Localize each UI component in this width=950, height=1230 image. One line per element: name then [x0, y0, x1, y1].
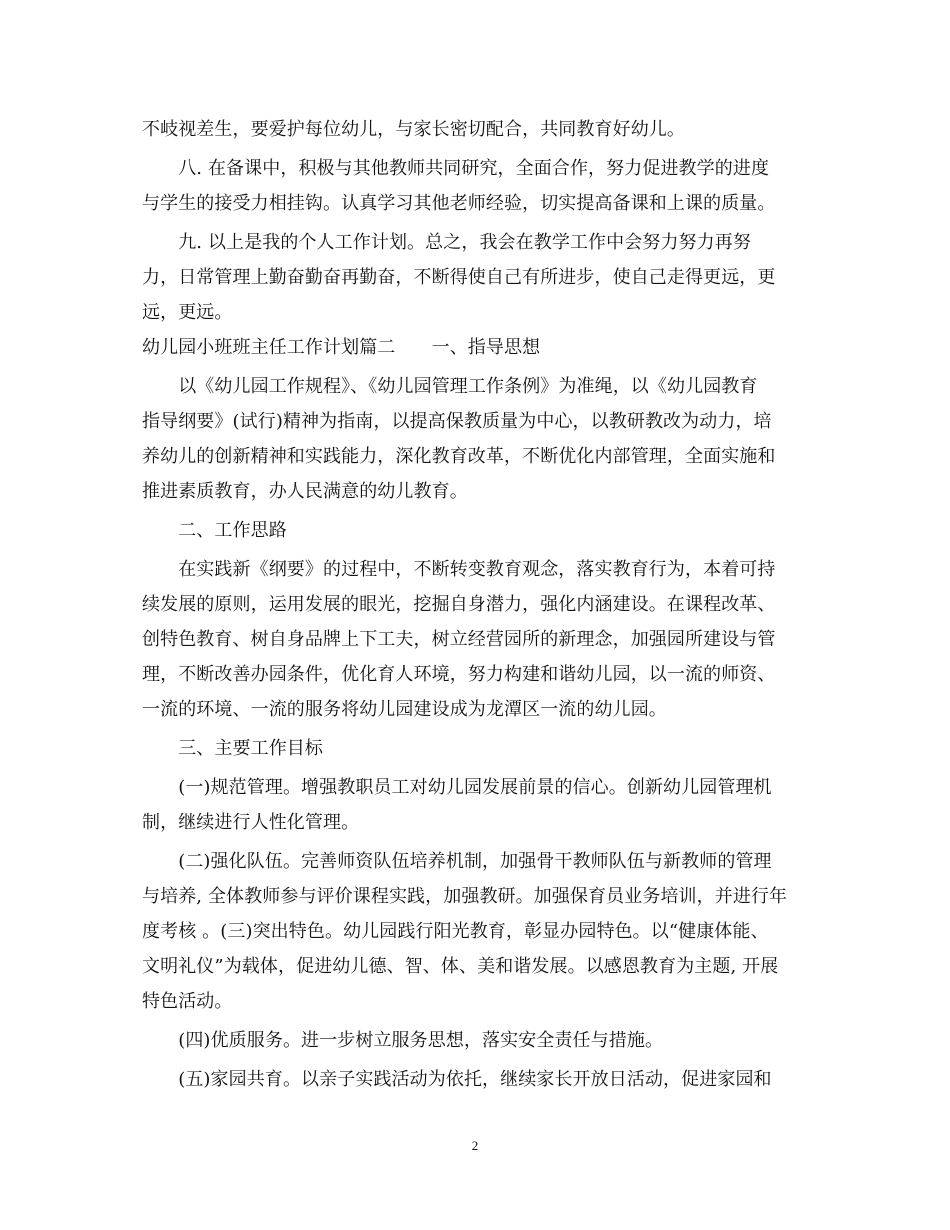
text-line: 文明礼仪”为载体，促进幼儿德、智、体、美和谐发展。以感恩教育为主题, 开展	[142, 956, 779, 977]
text-line: 度考核 。(三)突出特色。幼儿园践行阳光教育，彰显办园特色。以“健康体能、	[142, 921, 769, 942]
text-line: 在实践新《纲要》的过程中，不断转变教育观念，落实教育行为，本着可持	[142, 559, 776, 580]
text-line: 续发展的原则，运用发展的眼光，挖掘自身潜力，强化内涵建设。在课程改革、	[142, 594, 776, 615]
text-line: (五)家园共育。以亲子实践活动为依托，继续家长开放日活动，促进家园和	[142, 1069, 772, 1090]
page-number: 2	[471, 1138, 479, 1153]
text-line: (一)规范管理。增强教职员工对幼儿园发展前景的信心。创新幼儿园管理机	[142, 777, 772, 798]
text-line: 以《幼儿园工作规程》、《幼儿园管理工作条例》为准绳，以《幼儿园教育	[142, 376, 758, 397]
section-heading: 三、主要工作目标	[142, 738, 323, 759]
text-line: 指导纲要》(试行)精神为指南，以提高保教质量为中心，以教研教改为动力，培	[142, 411, 772, 432]
text-line: 幼儿园小班班主任工作计划篇二 一、指导思想	[142, 337, 541, 358]
text-line: 一流的环境、一流的服务将幼儿园建设成为龙潭区一流的幼儿园。	[142, 699, 667, 720]
body-text	[142, 112, 812, 1097]
text-line: (四)优质服务。进一步树立服务思想，落实安全责任与措施。	[142, 1030, 664, 1051]
text-line: 理，不断改善办园条件，优化育人环境，努力构建和谐幼儿园，以一流的师资、	[142, 664, 776, 685]
text-line: 力，日常管理上勤奋勤奋再勤奋，不断得使自己有所进步，使自己走得更远，更	[142, 267, 776, 288]
text-line: 远，更远。	[142, 302, 233, 323]
text-line: 制，继续进行人性化管理。	[142, 812, 360, 833]
text-line: (二)强化队伍。完善师资队伍培养机制，加强骨干教师队伍与新教师的管理	[142, 851, 772, 872]
text-line: 与学生的接受力相挂钩。认真学习其他老师经验，切实提高备课和上课的质量。	[142, 193, 776, 214]
text-line: 九. 以上是我的个人工作计划。总之，我会在教学工作中会努力努力再努	[142, 232, 751, 253]
text-line: 与培养, 全体教师参与评价课程实践，加强教研。加强保育员业务培训，并进行年	[142, 886, 788, 907]
text-line: 八. 在备课中，积极与其他教师共同研究，全面合作，努力促进教学的进度	[142, 158, 770, 179]
text-line: 特色活动。	[142, 991, 233, 1012]
text-line: 不岐视差生，要爱护每位幼儿，与家长密切配合，共同教育好幼儿。	[142, 119, 685, 140]
text-line: 推进素质教育，办人民满意的幼儿教育。	[142, 481, 468, 502]
text-line: 创特色教育、树自身品牌上下工夫，树立经营园所的新理念，加强园所建设与管	[142, 629, 776, 650]
section-heading: 二、工作思路	[142, 520, 287, 541]
text-line: 养幼儿的创新精神和实践能力，深化教育改革，不断优化内部管理，全面实施和	[142, 446, 776, 467]
